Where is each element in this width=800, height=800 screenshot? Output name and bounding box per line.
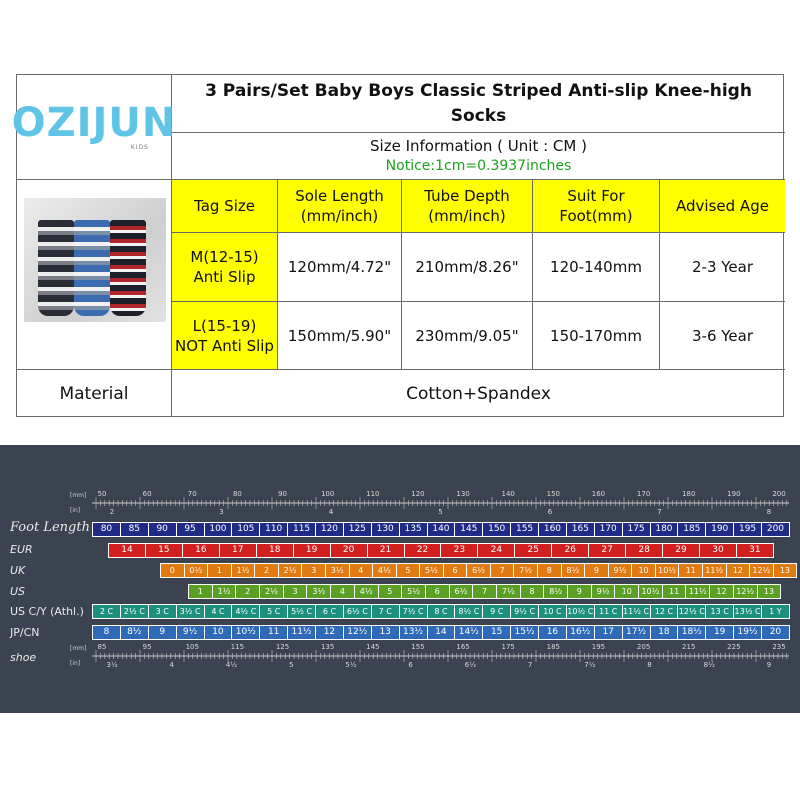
ruler-in-label: 4½: [225, 661, 238, 669]
size-cell: 2 C: [92, 604, 121, 619]
size-cell: 180: [650, 522, 679, 537]
size-cell: 8½ C: [454, 604, 483, 619]
size-cell: 11½ C: [622, 604, 651, 619]
ruler-mm-label: 95: [142, 643, 152, 651]
size-cell: 14: [108, 543, 146, 558]
size-cell: 13: [371, 625, 400, 640]
sock-image-3: [110, 220, 146, 316]
ruler-mm-label: 85: [97, 643, 107, 651]
size-cell: 4½ C: [231, 604, 260, 619]
size-cell: 14: [427, 625, 456, 640]
size-cell: 6½ C: [343, 604, 372, 619]
size-cell: 7½ C: [399, 604, 428, 619]
size-cell: 8½: [561, 563, 586, 578]
size-cell: 18: [256, 543, 294, 558]
size-cell: 1: [188, 584, 213, 599]
size-cell: 13½ C: [733, 604, 762, 619]
size-cell: 7½: [513, 563, 538, 578]
size-cell: 28: [625, 543, 663, 558]
size-cell: 140: [427, 522, 456, 537]
header-suit-foot: Suit For Foot(mm): [533, 180, 660, 233]
material-value: Cotton+Spandex: [406, 383, 551, 404]
ruler-unit-in: [in]: [70, 660, 81, 667]
size-cell: 6: [443, 563, 468, 578]
tag-size-m: [172, 233, 278, 302]
ruler-mm-label: 215: [682, 643, 696, 651]
sock-image-1: [38, 220, 74, 316]
size-cell: 8: [520, 584, 545, 599]
row-label-jp-cn: JP/CN: [10, 626, 40, 639]
ruler-mm-label: 130: [456, 490, 470, 498]
size-cell: 15: [482, 625, 511, 640]
ruler-unit-mm: [mm]: [70, 645, 87, 652]
ruler-mm-label: 225: [727, 643, 741, 651]
size-cell: 2½: [278, 563, 303, 578]
size-cell: 11½: [685, 584, 710, 599]
size-cell: 12: [709, 584, 734, 599]
size-cell: 24: [477, 543, 515, 558]
size-cell: 21: [367, 543, 405, 558]
size-cell: 5: [396, 563, 421, 578]
size-cell: 12½: [749, 563, 774, 578]
ruler-mm-label: 60: [142, 490, 152, 498]
size-cell: 17: [219, 543, 257, 558]
size-cell: 190: [705, 522, 734, 537]
tube-depth-m: 210mm/8.26": [402, 233, 533, 302]
ruler-in-label: 7½: [584, 661, 596, 669]
size-cell: 11½: [702, 563, 727, 578]
suit-foot-m: 120-140mm: [533, 233, 660, 302]
size-cell: 12 C: [650, 604, 679, 619]
ruler-mm-label: 115: [230, 643, 245, 651]
tag-size-l: [172, 302, 278, 370]
suit-foot-l: 150-170mm: [533, 302, 660, 370]
ruler-in-label: 7: [657, 508, 662, 516]
size-cell: 6: [425, 584, 450, 599]
row-label-us: US: [10, 585, 26, 598]
size-cell: 5½ C: [287, 604, 316, 619]
ruler-mm-label: 135: [320, 643, 335, 651]
size-cell: 13 C: [705, 604, 734, 619]
size-cell: 10½: [655, 563, 680, 578]
size-cell: 4½: [372, 563, 397, 578]
band-uk: [160, 563, 796, 578]
brand-logo-subtitle: KIDS: [130, 144, 149, 151]
size-cell: 150: [482, 522, 511, 537]
ruler-mm-label: 70: [187, 490, 197, 498]
size-cell: 8½: [543, 584, 568, 599]
sole-length-l: 150mm/5.90": [278, 302, 402, 370]
ruler-mm-label: 155: [411, 643, 425, 651]
header-tube-depth: Tube Depth (mm/inch): [402, 180, 533, 233]
size-cell: 31: [736, 543, 774, 558]
size-cell: 17½: [622, 625, 651, 640]
size-cell: 95: [176, 522, 205, 537]
ruler-mm-label: 90: [278, 490, 287, 498]
size-cell: 12½: [343, 625, 372, 640]
size-cell: 2: [235, 584, 260, 599]
size-cell: 16: [182, 543, 220, 558]
size-cell: 12: [726, 563, 751, 578]
header-tag-size: Tag Size: [172, 180, 278, 233]
size-cell: 0: [160, 563, 185, 578]
size-cell: 8½: [120, 625, 149, 640]
row-label-shoe: shoe: [10, 651, 37, 664]
material-label: Material: [17, 370, 172, 417]
ruler-mm-label: 50: [97, 490, 107, 498]
size-cell: 8: [537, 563, 562, 578]
size-cell: 200: [761, 522, 790, 537]
size-cell: 110: [259, 522, 288, 537]
size-cell: 9½: [608, 563, 633, 578]
size-cell: 16½: [566, 625, 595, 640]
size-cell: 3½: [325, 563, 350, 578]
size-cell: 17: [594, 625, 623, 640]
size-cell: 9½ C: [510, 604, 539, 619]
size-cell: 7½: [496, 584, 521, 599]
size-cell: 4½: [354, 584, 379, 599]
size-cell: 3½: [306, 584, 331, 599]
ruler-in-label: 6½: [464, 661, 476, 669]
size-cell: 5 C: [259, 604, 288, 619]
ruler-in-label: 6: [547, 508, 553, 516]
tag-size-l-code: L(15-19): [192, 316, 257, 335]
size-cell: 100: [204, 522, 233, 537]
size-cell: 160: [538, 522, 567, 537]
size-cell: 7: [490, 563, 515, 578]
ruler-unit-mm: [mm]: [70, 492, 87, 499]
size-cell: 2½ C: [120, 604, 149, 619]
brand-logo: [11, 75, 177, 180]
ruler-in-label: 4: [328, 508, 334, 516]
ruler-mm-label: 170: [636, 490, 651, 498]
size-cell: 80: [92, 522, 121, 537]
ruler-in-label: 5½: [345, 661, 357, 669]
size-cell: 90: [148, 522, 177, 537]
size-cell: 9 C: [482, 604, 511, 619]
ruler-mm-label: 100: [320, 490, 335, 498]
ruler-in-label: 5: [288, 661, 294, 669]
size-cell: 175: [622, 522, 651, 537]
size-cell: 10 C: [538, 604, 567, 619]
ruler-in-label: 3½: [106, 661, 118, 669]
size-cell: 19½: [733, 625, 762, 640]
size-cell: 18: [650, 625, 679, 640]
size-cell: 125: [343, 522, 372, 537]
size-cell: 10½: [231, 625, 260, 640]
size-cell: 145: [454, 522, 483, 537]
size-cell: 5½: [401, 584, 426, 599]
socks-photo: [24, 198, 166, 322]
ruler-mm-label: 140: [501, 490, 515, 498]
size-cell: 13: [757, 584, 782, 599]
ruler-mm-label: 125: [275, 643, 290, 651]
size-conversion-chart: [0, 445, 800, 713]
ruler-in-label: 6: [408, 661, 413, 669]
ruler-unit-in: [in]: [70, 507, 81, 514]
size-cell: 11 C: [594, 604, 623, 619]
ruler-in-label: 7: [527, 661, 533, 669]
band-jp-cn: [92, 625, 789, 640]
size-cell: 2½: [259, 584, 284, 599]
band-us-cy: [92, 604, 789, 619]
size-cell: 29: [662, 543, 700, 558]
size-cell: 19: [705, 625, 734, 640]
ruler-mm-label: 180: [682, 490, 696, 498]
ruler-mm-label: 190: [727, 490, 741, 498]
size-cell: 1½: [212, 584, 237, 599]
size-cell: 2: [254, 563, 279, 578]
ruler-mm-label: 205: [636, 643, 651, 651]
size-cell: 7: [472, 584, 497, 599]
size-cell: 0½: [184, 563, 209, 578]
size-cell: 9½: [591, 584, 616, 599]
ruler-mm-label: 175: [501, 643, 515, 651]
band-eur: [108, 543, 773, 558]
size-cell: 5½: [419, 563, 444, 578]
ruler-in-label: 5: [438, 508, 443, 516]
size-cell: 1½: [231, 563, 256, 578]
size-cell: 195: [733, 522, 762, 537]
product-photo-cell: [17, 180, 172, 370]
size-cell: 13: [773, 563, 798, 578]
size-cell: 9: [148, 625, 177, 640]
ruler-mm-label: 200: [772, 490, 786, 498]
size-cell: 11: [259, 625, 288, 640]
size-cell: 9: [567, 584, 592, 599]
ruler-mm-label: 185: [546, 643, 561, 651]
size-cell: 5: [378, 584, 403, 599]
row-label-eur: EUR: [10, 543, 33, 556]
size-cell: 12: [315, 625, 344, 640]
ruler-mm-label: 80: [232, 490, 242, 498]
ruler-in-label: 8: [647, 661, 652, 669]
size-cell: 20: [761, 625, 790, 640]
size-cell: 3: [301, 563, 326, 578]
band-foot-length: [92, 522, 789, 537]
ruler-in-label: 3: [219, 508, 224, 516]
tag-size-m-note: Anti Slip: [193, 268, 256, 286]
size-cell: 1: [207, 563, 232, 578]
size-cell: 20: [330, 543, 368, 558]
ruler-in-label: 2: [109, 508, 115, 516]
size-cell: 4: [330, 584, 355, 599]
ruler-mm-label: 235: [772, 643, 786, 651]
size-cell: 4: [349, 563, 374, 578]
brand-logo-text: OZIJUN: [11, 100, 177, 146]
size-cell: 15: [145, 543, 183, 558]
size-cell: 11: [678, 563, 703, 578]
size-cell: 8 C: [427, 604, 456, 619]
sole-length-m: 120mm/4.72": [278, 233, 402, 302]
ruler-mm-label: 110: [366, 490, 380, 498]
size-cell: 6½: [466, 563, 491, 578]
row-label-uk: UK: [10, 564, 26, 577]
size-cell: 12½: [733, 584, 758, 599]
size-cell: 18½: [677, 625, 706, 640]
size-cell: 3 C: [148, 604, 177, 619]
advised-age-l: 3-6 Year: [660, 302, 785, 370]
unit-notice: Notice:1cm=0.3937inches: [385, 158, 572, 174]
size-cell: 155: [510, 522, 539, 537]
size-cell: 8: [92, 625, 121, 640]
sock-image-2: [74, 220, 110, 316]
ruler-mm-label: 145: [366, 643, 380, 651]
ruler-in-label: 4: [169, 661, 174, 669]
tube-depth-l: 230mm/9.05": [402, 302, 533, 370]
ruler-mm-label: 195: [591, 643, 606, 651]
ruler-mm-label: 165: [456, 643, 470, 651]
ruler-top: [70, 490, 789, 516]
size-info-table: [11, 74, 784, 417]
size-cell: 185: [677, 522, 706, 537]
size-cell: 15½: [510, 625, 539, 640]
size-cell: 10½ C: [566, 604, 595, 619]
size-cell: 130: [371, 522, 400, 537]
size-cell: 85: [120, 522, 149, 537]
size-cell: 135: [399, 522, 428, 537]
size-cell: 105: [231, 522, 260, 537]
size-cell: 4 C: [204, 604, 233, 619]
row-label-foot-length: Foot Length: [10, 520, 90, 535]
size-cell: 25: [514, 543, 552, 558]
ruler-mm-label: 160: [591, 490, 606, 498]
size-cell: 6 C: [315, 604, 344, 619]
size-info-label: Size Information ( Unit : CM ): [370, 137, 587, 155]
ruler-mm-label: 150: [546, 490, 561, 498]
size-cell: 13½: [399, 625, 428, 640]
product-title: 3 Pairs/Set Baby Boys Classic Striped Anti-slip Knee-high Socks: [172, 75, 785, 133]
ruler-in-label: 8: [766, 508, 772, 516]
size-cell: 1 Y: [761, 604, 790, 619]
size-cell: 6½: [449, 584, 474, 599]
size-cell: 14½: [454, 625, 483, 640]
size-cell: 11: [662, 584, 687, 599]
band-us: [188, 584, 780, 599]
size-cell: 26: [551, 543, 589, 558]
size-cell: 10: [204, 625, 233, 640]
advised-age-m: 2-3 Year: [660, 233, 785, 302]
size-cell: 9½: [176, 625, 205, 640]
tag-size-l-note: NOT Anti Slip: [175, 336, 274, 355]
size-info-header: [172, 133, 785, 180]
size-cell: 10: [614, 584, 639, 599]
size-cell: 165: [566, 522, 595, 537]
size-cell: 7 C: [371, 604, 400, 619]
size-cell: 19: [293, 543, 331, 558]
ruler-in-label: 8½: [703, 661, 715, 669]
size-cell: 120: [315, 522, 344, 537]
size-cell: 16: [538, 625, 567, 640]
size-cell: 3½ C: [176, 604, 205, 619]
row-label-us-cy: US C/Y (Athl.): [10, 605, 84, 618]
size-cell: 11½: [287, 625, 316, 640]
size-cell: 10: [631, 563, 656, 578]
size-cell: 27: [588, 543, 626, 558]
size-cell: 170: [594, 522, 623, 537]
size-cell: 30: [699, 543, 737, 558]
size-cell: 3: [283, 584, 308, 599]
header-sole-length: Sole Length (mm/inch): [278, 180, 402, 233]
header-advised-age: Advised Age: [660, 180, 785, 233]
size-cell: 22: [404, 543, 442, 558]
tag-size-m-code: M(12-15): [190, 248, 259, 266]
ruler-mm-label: 105: [185, 643, 199, 651]
ruler-mm-label: 120: [411, 490, 425, 498]
size-cell: 10½: [638, 584, 663, 599]
size-cell: 9: [584, 563, 609, 578]
size-cell: 115: [287, 522, 316, 537]
ruler-in-label: 9: [766, 661, 772, 669]
ruler-bottom: [70, 643, 789, 669]
size-cell: 12½ C: [677, 604, 706, 619]
size-cell: 23: [440, 543, 478, 558]
